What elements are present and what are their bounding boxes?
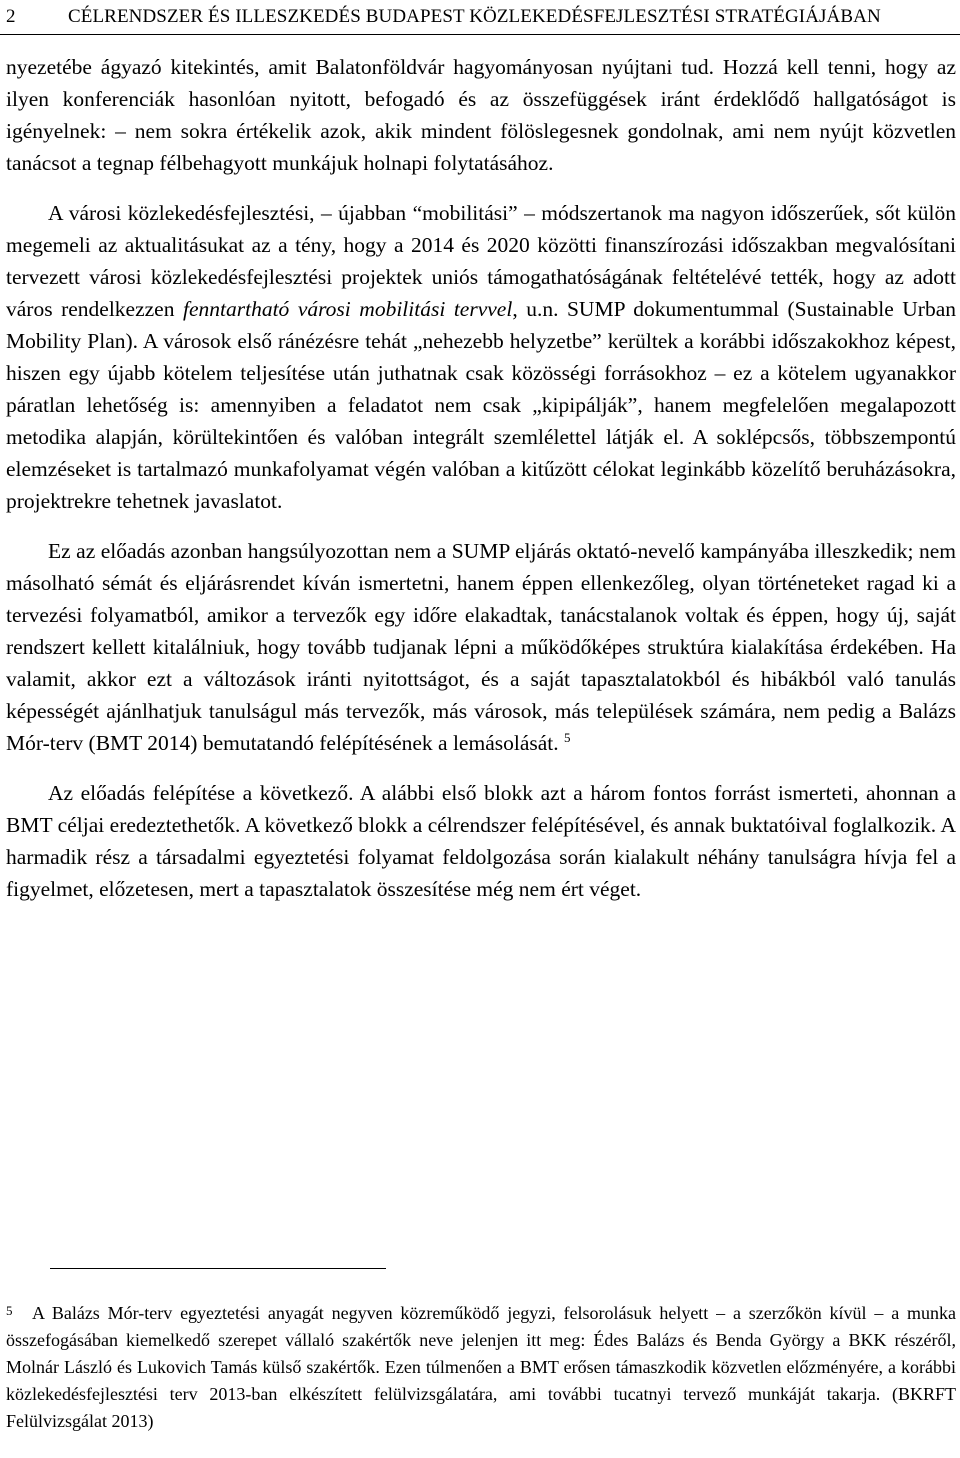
body-text — [6, 51, 956, 905]
running-title: CÉLRENDSZER ÉS ILLESZKEDÉS BUDAPEST KÖZLEKEDÉSFEJLESZTÉSI STRATÉGIÁJÁBAN — [68, 6, 881, 27]
footnote-mark: 5 — [6, 1303, 13, 1318]
paragraph-2 — [6, 197, 956, 517]
header-rule — [0, 34, 960, 35]
footnote-reference[interactable]: 5 — [564, 729, 571, 745]
running-header — [6, 4, 956, 30]
paragraph-1: nyezetébe ágyazó kitekintés, amit Balatonföldvár hagyományosan nyújtani tud. Hozzá kell tenni, hogy az ilyen konferenciák hasonlóan nyitott, befogadó és az összefüggések iránt érdeklődő hallgatóságot is igényelnek: – nem sokra értékelik azok, akik mindent fölöslegesnek gondolnak, ami nem nyújt közvetlen tanácsot a tegnap félbehagyott munkájuk holnapi folytatásához. — [6, 55, 956, 175]
paragraph-3-text: Ez az előadás azonban hangsúlyozottan nem a SUMP eljárás oktató-nevelő kampányába illeszkedik; nem másolható sémát és eljárásrendet kíván ismertetni, hanem éppen ellenkezőleg, olyan történeteket ragad ki a tervezési folyamatból, amikor a tervezők egy időre elakadtak, tanácstalanok voltak és éppen, hogy új, saját rendszert kellett kitalálniuk, hogy tovább tudjanak lépni a működőképes struktúra kialakítása érdekében. Ha valamit, akkor ezt a változások iránti nyitottságot, és a saját tapasztalatokból és hibákból való tanulás képességét ajánlhatjuk tanulságul más tervezők, más városok, más települések számára, nem pedig a Balázs Mór-terv (BMT 2014) bemutatandó felépítésének a lemásolását. — [6, 539, 956, 755]
footnote — [6, 1297, 956, 1435]
page-number: 2 — [6, 6, 16, 27]
footnote-rule — [50, 1268, 386, 1269]
paragraph-2-part-b: , u.n. SUMP dokumentummal (Sustainable Urban Mobility Plan). A városok első ránézésre tehát „nehezebb helyzetbe” kerültek a korábbi időszakokhoz képest, hiszen egy újabb kötelem teljesítése után juthatnak csak közösségi forrásokhoz – ez a kötelem ugyanakkor páratlan lehetőség is: amennyiben a feladatot nem csak „kipipálják”, hanem megfelelően megalapozott metodika alapján, körültekintően és valóban integrált szemlélettel látják el. A soklépcsős, többszempontú elemzéseket is tartalmazó munkafolyamat végén valóban a kitűzött célokat leginkább közelítő beruházásokra, projektrekre tehetnek javaslatot. — [6, 297, 956, 513]
paragraph-3 — [6, 535, 956, 759]
paragraph-2-italic: fenntartható városi mobilitási tervvel — [183, 297, 513, 321]
footnote-text: A Balázs Mór-terv egyeztetési anyagát negyven közreműködő jegyzi, felsorolásuk helyett – a szerzőkön kívül – a munka összefogásában kiemelkedő szerepet vállaló szakértők neve jelenjen itt meg: Édes Balázs és Benda György a BKK részéről, Molnár László és Lukovich Tamás külső szakértők. Ezen túlmenően a BMT erősen támaszkodik közvetlen előzményére, a korábbi közlekedésfejlesztési terv 2013-ban elkészített felülvizsgálatára, ami további tucatnyi tervező munkáját takarja. (BKRFT Felülvizsgálat 2013) — [6, 1303, 956, 1431]
paragraph-4: Az előadás felépítése a következő. A alábbi első blokk azt a három fontos forrást ismerteti, ahonnan a BMT céljai eredeztethetők. A következő blokk a célrendszer felépítésével, és annak buktatóival foglalkozik. A harmadik rész a társadalmi egyeztetési folyamat feldolgozása során kialakult néhány tanulságra hívja fel a figyelmet, előzetesen, mert a tapasztalatok összesítése még nem ért véget. — [6, 781, 956, 901]
paragraph-2-part-a: A városi közlekedésfejlesztési, – újabban “mobilitási” – módszertanok ma nagyon időszerűek, sőt külön megemeli az aktualitásukat az a tény, hogy a 2014 és 2020 közötti finanszírozási időszakban megvalósítani tervezett városi közlekedésfejlesztési projektek uniós támogathatóságának feltételévé tették, hogy az adott város rendelkezzen — [6, 201, 956, 321]
